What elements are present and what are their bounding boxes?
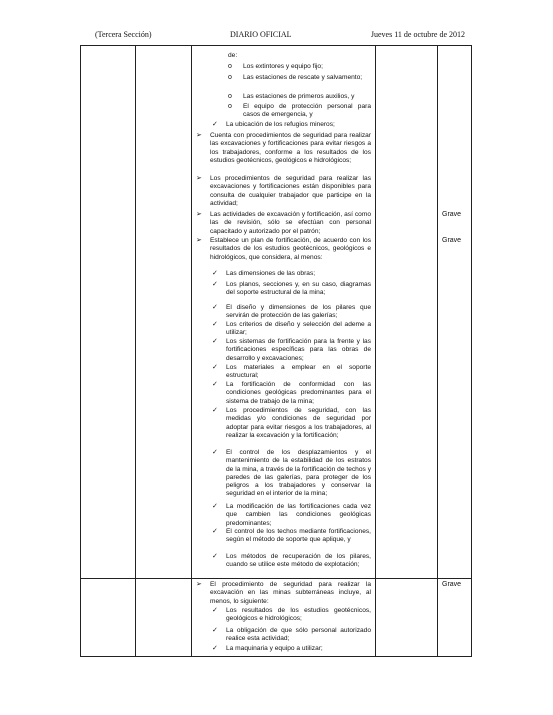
requirement-text: Cuenta con procedimientos de seguridad para realizar las excavaciones y fortificaciones para evitar riesgos a los trabajadores, conforme a los resultados de los estudios geotécnicos, geológicos e hidrológicos;	[210, 132, 371, 164]
list-item-text: de:	[228, 52, 238, 59]
list-item-text: Los materiales a emplear en el soporte estructural;	[226, 364, 371, 380]
publication-title: DIARIO OFICIAL	[230, 30, 292, 39]
column-border	[437, 45, 438, 656]
severity-label: Grave	[442, 581, 462, 588]
section-label: (Tercera Sección)	[95, 30, 152, 39]
check-icon: ✓	[212, 449, 218, 456]
list-item-text: El equipo de protección personal para casos de emergencia, y	[243, 103, 371, 119]
list-item-text: Los criterios de diseño y selección del ademe a utilizar;	[226, 321, 371, 337]
bullet-marker: o	[228, 93, 232, 100]
list-item-text: Los resultados de los estudios geotécnicos, geológicos e hidrológicos;	[226, 607, 371, 623]
column-border	[471, 45, 472, 656]
list-item-text: Las estaciones de rescate y salvamento;	[243, 74, 363, 81]
check-icon: ✓	[212, 407, 218, 414]
bullet-marker: o	[228, 63, 232, 70]
arrow-icon: ➢	[196, 175, 202, 182]
list-item-text: La ubicación de los refugios mineros;	[226, 121, 335, 128]
check-icon: ✓	[212, 364, 218, 371]
arrow-icon: ➢	[196, 237, 202, 244]
list-item-text: Los extintores y equipo fijo;	[243, 63, 323, 70]
list-item-text: Los sistemas de fortificación para la frente y las fortificaciones específicas para las obras de desarrollo y excavaciones;	[226, 338, 371, 362]
list-item-text: Los planos, secciones y, en su caso, diagramas del soporte estructural de la mina;	[226, 281, 371, 297]
requirement-text: El procedimiento de seguridad para realizar la excavación en las minas subterráneas incluye, al menos, lo siguiente:	[210, 581, 371, 605]
check-icon: ✓	[212, 528, 218, 535]
list-item-text: Las dimensiones de las obras;	[226, 270, 316, 277]
check-icon: ✓	[212, 281, 218, 288]
check-icon: ✓	[212, 121, 218, 128]
list-item-text: El control de los desplazamientos y el mantenimiento de la estabilidad de los estratos de la mina, a través de la fortificación de techos y paredes de las galerías, para proteger de los peligros a los trabajadores y conservar la seguridad en el interior de la mina;	[226, 449, 371, 498]
list-item-text: El diseño y dimensiones de los pilares que servirán de protección de las galerías;	[226, 304, 371, 320]
table-top-border	[80, 45, 472, 46]
severity-label: Grave	[442, 211, 462, 218]
arrow-icon: ➢	[196, 211, 202, 218]
check-icon: ✓	[212, 321, 218, 328]
publication-date: Jueves 11 de octubre de 2012	[370, 30, 465, 39]
check-icon: ✓	[212, 553, 218, 560]
list-item-text: La maquinaria y equipo a utilizar;	[226, 645, 323, 652]
column-border	[375, 45, 376, 656]
requirement-text: Los procedimientos de seguridad para realizar las excavaciones y fortificaciones están disponibles para consulta de cualquier trabajador que participe en la actividad;	[210, 175, 371, 207]
list-item-text: Los procedimientos de seguridad, con las medidas y/o condiciones de seguridad por adoptar para evitar riesgos a los trabajadores, al realizar la excavación y la fortificación;	[226, 407, 371, 439]
arrow-icon: ➢	[196, 132, 202, 139]
check-icon: ✓	[212, 645, 218, 652]
check-icon: ✓	[212, 304, 218, 311]
bullet-marker: o	[228, 103, 232, 110]
check-icon: ✓	[212, 503, 218, 510]
column-border	[191, 45, 192, 656]
check-icon: ✓	[212, 338, 218, 345]
severity-label: Grave	[442, 237, 462, 244]
arrow-icon: ➢	[196, 581, 202, 588]
page-header	[95, 30, 465, 42]
requirement-text: Las actividades de excavación y fortificación, así como las de revisión, sólo se efectúan con personal capacitado y autorizado por el patrón;	[210, 211, 371, 235]
check-icon: ✓	[212, 270, 218, 277]
list-item-text: La obligación de que sólo personal autorizado realice esta actividad;	[226, 627, 371, 643]
check-icon: ✓	[212, 381, 218, 388]
row-divider	[80, 578, 472, 579]
list-item-text: La fortificación de conformidad con las condiciones geológicas predominantes para el sistema de trabajo de la mina;	[226, 381, 371, 405]
requirement-text: Establece un plan de fortificación, de acuerdo con los resultados de los estudios geotécnicos, geológicos e hidrológicos, que considera, al menos:	[210, 237, 371, 261]
list-item-text: Los métodos de recuperación de los pilares, cuando se utilice este método de explotación;	[226, 553, 371, 569]
bullet-marker: o	[228, 74, 232, 81]
column-border	[135, 45, 136, 656]
column-border	[80, 45, 81, 656]
list-item-text: Las estaciones de primeros auxilios, y	[243, 93, 355, 100]
check-icon: ✓	[212, 627, 218, 634]
table-bottom-border	[80, 656, 472, 657]
list-item-text: La modificación de las fortificaciones cada vez que cambien las condiciones geológicas predominantes;	[226, 503, 371, 527]
check-icon: ✓	[212, 607, 218, 614]
list-item-text: El control de los techos mediante fortificaciones, según el método de soporte que aplique, y	[226, 528, 371, 544]
